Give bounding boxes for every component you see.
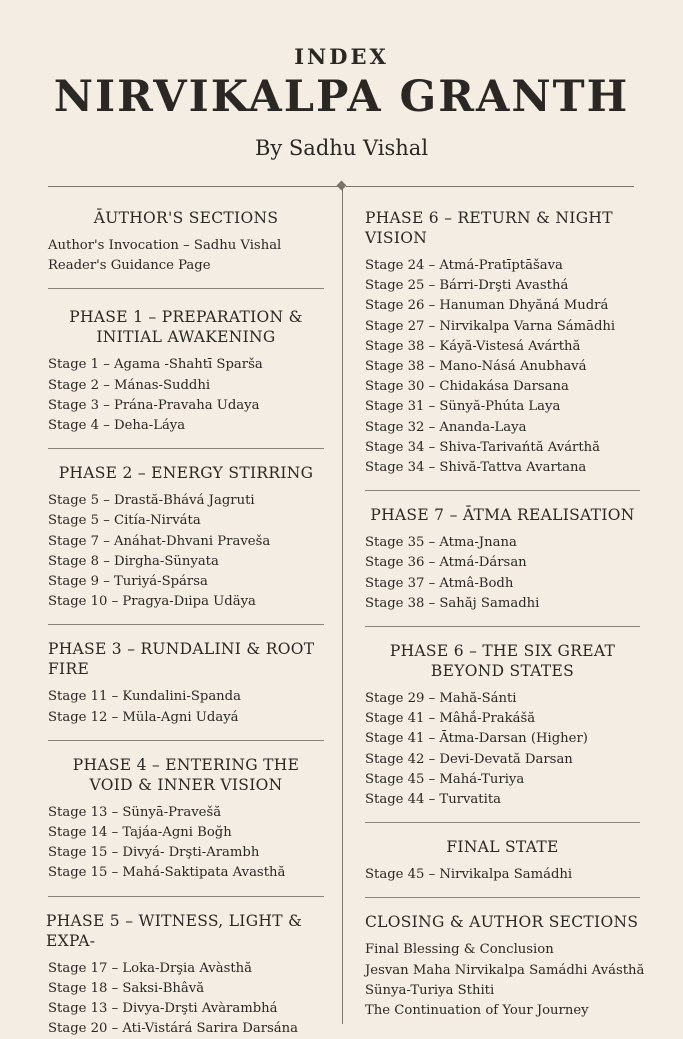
- list-item[interactable]: Sünya-Turiya Sthiti: [365, 982, 495, 998]
- list-item[interactable]: Stage 27 – Nirvikalpa Varna Sámādhi: [365, 318, 616, 334]
- list-item[interactable]: Reader's Guidance Page: [48, 258, 211, 274]
- section-beyond-states: [365, 641, 640, 810]
- section-divider: [365, 626, 640, 627]
- list-item[interactable]: Stage 15 – Divyá- Drşti-Arambh: [48, 845, 260, 861]
- section-divider: [365, 822, 640, 823]
- header-rule-left: [48, 186, 338, 187]
- section-phase-2: [48, 463, 324, 612]
- header-rule-right: [346, 186, 634, 187]
- list-item[interactable]: Stage 1 – Agama -Shahtī Sparša: [48, 357, 263, 373]
- list-item[interactable]: Stage 37 – Atmâ-Bodh: [365, 575, 514, 591]
- section-phase-3: [48, 639, 324, 727]
- list-item[interactable]: Stage 42 – Devi-Devată Darsan: [365, 751, 573, 767]
- column-divider: [342, 186, 343, 1024]
- list-item[interactable]: Stage 36 – Atmá-Dársan: [365, 555, 527, 571]
- section-title: PHASE 1 – PREPARATION & INITIAL AWAKENING: [69, 308, 303, 347]
- section-title: CLOSING & AUTHOR SECTIONS: [365, 913, 639, 932]
- list-item[interactable]: Author's Invocation – Sadhu Vishal: [48, 238, 282, 253]
- section-divider: [48, 896, 324, 897]
- section-title: PHASE 6 – THE SIX GREAT BEYOND STATES: [389, 642, 616, 681]
- section-title: PHASE 4 – ENTERING THE VOID & INNER VISION: [72, 755, 300, 794]
- list-item[interactable]: Stage 35 – Atma-Jnana: [365, 535, 517, 551]
- list-item[interactable]: Stage 32 – Ananda-Laya: [365, 419, 527, 435]
- list-item[interactable]: Stage 34 – Shiva-Tarivańtă Avárthă: [365, 439, 601, 455]
- list-item[interactable]: Stage 13 – Divya-Drşti Avàrambhá: [48, 1001, 278, 1017]
- section-title: PHASE 2 – ENERGY STIRRING: [58, 464, 314, 483]
- list-item[interactable]: Stage 29 – Mahă-Sánti: [365, 691, 517, 707]
- list-item[interactable]: Stage 10 – Pragya-Dıipa Udäya: [48, 594, 256, 610]
- section-divider: [48, 740, 324, 741]
- list-item[interactable]: Stage 5 – Drastă-Bhává Jagruti: [48, 493, 255, 509]
- section-divider: [365, 490, 640, 491]
- section-divider: [48, 448, 324, 449]
- list-item[interactable]: Jesvan Maha Nirvikalpa Samádhi Avásthă: [365, 962, 645, 978]
- list-item[interactable]: Final Blessing & Conclusion: [365, 942, 554, 958]
- section-divider: [48, 288, 324, 289]
- list-item[interactable]: Stage 41 – Ātma-Darsan (Higher): [365, 731, 588, 747]
- section-closing: [365, 912, 645, 1021]
- list-item[interactable]: Stage 15 – Mahá-Saktipata Avasthă: [48, 865, 286, 881]
- section-title: FINAL STATE: [446, 838, 559, 857]
- list-item[interactable]: Stage 45 – Mahá-Turiya: [365, 771, 525, 787]
- section-divider: [48, 624, 324, 625]
- list-item[interactable]: Stage 12 – Müla-Agni Udayá: [48, 709, 239, 725]
- section-title: PHASE 5 – WITNESS, LIGHT & EXPA-: [46, 911, 303, 950]
- list-item[interactable]: The Continuation of Your Journey: [365, 1003, 589, 1019]
- section-title: ĀUTHOR'S SECTIONS: [93, 209, 279, 227]
- list-item[interactable]: Stage 17 – Loka-Drşia Avàsthă: [48, 960, 253, 976]
- list-item[interactable]: Stage 11 – Kundalini-Spanda: [48, 689, 241, 705]
- list-item[interactable]: Stage 13 – Sünyā-Pravešă: [48, 804, 222, 820]
- list-item[interactable]: Stage 38 – Káyă-Vistesá Avárthă: [365, 338, 581, 354]
- list-item[interactable]: Stage 24 – Atmá-Pratīptāšava: [365, 258, 563, 273]
- list-item[interactable]: Stage 20 – Ati-Vistárá Sarira Darsána: [48, 1021, 298, 1037]
- book-title: NIRVIKALPA GRANTH: [53, 72, 630, 122]
- section-title: PHASE 7 – ĀTMA REALISATION: [370, 506, 635, 525]
- list-item[interactable]: Stage 38 – Sahăj Samadhi: [365, 595, 540, 611]
- list-item[interactable]: Stage 30 – Chidakása Darsana: [365, 379, 569, 395]
- list-item[interactable]: Stage 14 – Tajáa-Agni Boğh: [48, 825, 232, 841]
- section-phase-5: [48, 911, 324, 1039]
- section-title: PHASE 3 – RUNDALINI & ROOT FIRE: [48, 640, 315, 679]
- list-item[interactable]: Stage 45 – Nirvikalpa Samádhi: [365, 867, 573, 883]
- list-item[interactable]: Stage 44 – Turvatita: [365, 792, 501, 808]
- list-item[interactable]: Stage 41 – Mâhắ-Prakášă: [365, 711, 536, 727]
- section-divider: [365, 897, 640, 898]
- list-item[interactable]: Stage 7 – Anáhat-Dhvani Praveša: [48, 533, 271, 549]
- list-item[interactable]: Stage 25 – Bárri-Drşti Avasthá: [365, 278, 569, 294]
- section-phase-1: [48, 307, 324, 436]
- list-item[interactable]: Stage 9 – Turiyá-Spársa: [48, 574, 208, 590]
- list-item[interactable]: Stage 38 – Mano-Násá Anubhavá: [365, 359, 587, 375]
- list-item[interactable]: Stage 34 – Shivă-Tattva Avartana: [365, 460, 587, 476]
- list-item[interactable]: Stage 26 – Hanuman Dhyăná Mudrá: [365, 298, 609, 314]
- list-item[interactable]: Stage 4 – Deha-Láya: [48, 418, 186, 434]
- section-authors: [48, 208, 324, 276]
- section-final-state: [365, 837, 640, 885]
- left-column: [48, 208, 324, 1039]
- list-item[interactable]: Stage 8 – Dirgha-Sünyata: [48, 553, 219, 569]
- list-item[interactable]: Stage 31 – Sünyă-Phúta Laya: [365, 399, 561, 415]
- author-byline: By Sadhu Vishal: [254, 136, 429, 160]
- list-item[interactable]: Stage 18 – Saksi-Bhâvă: [48, 980, 205, 996]
- section-phase-7: [365, 505, 640, 614]
- index-label: INDEX: [294, 44, 389, 69]
- list-item[interactable]: Stage 3 – Prána-Pravaha Udaya: [48, 397, 260, 413]
- right-column: [365, 208, 645, 1021]
- section-title: PHASE 6 – RETURN & NIGHT VISION: [365, 209, 613, 247]
- list-item[interactable]: Stage 2 – Mánas-Suddhi: [48, 377, 211, 393]
- section-phase-4: [48, 755, 324, 884]
- list-item[interactable]: Stage 5 – Citía-Nirváta: [48, 513, 201, 529]
- section-phase-6-return: [365, 208, 640, 478]
